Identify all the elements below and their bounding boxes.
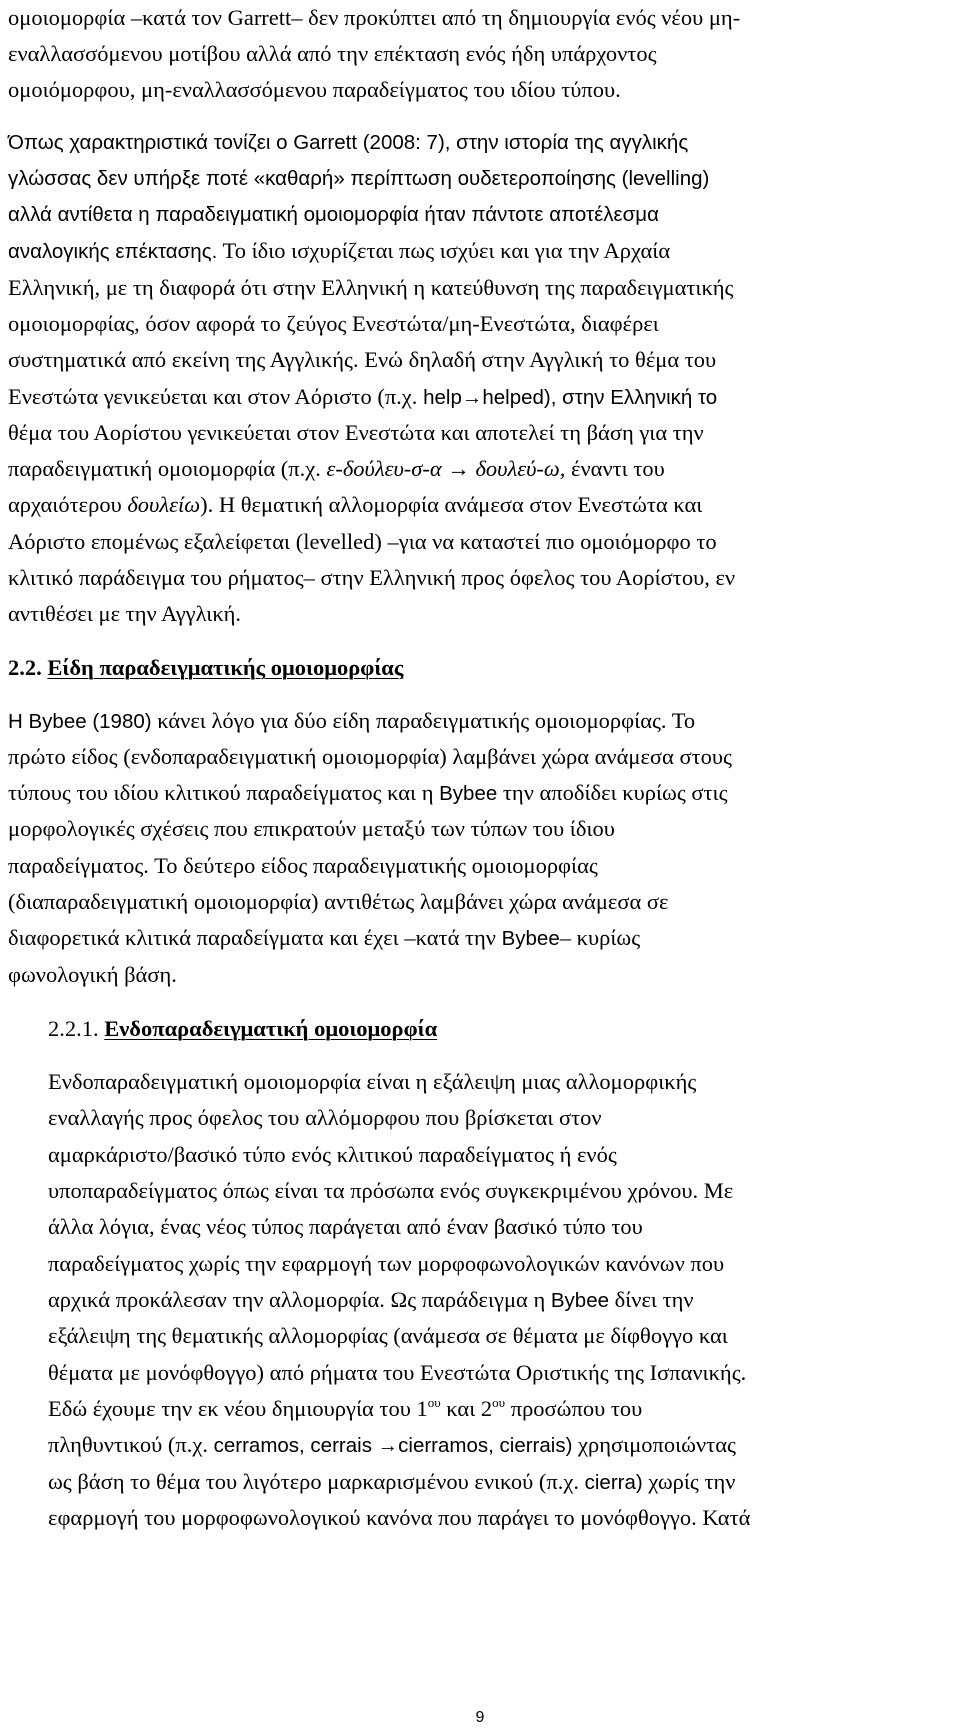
text-span: την αποδίδει κυρίως στις bbox=[497, 780, 728, 805]
superscript: ου bbox=[427, 1395, 441, 1410]
text-line: (διαπαραδειγματική ομοιομορφία) αντιθέτως λαμβάνει χώρα ανάμεσα σε bbox=[8, 889, 669, 914]
text-span: τύπους του ιδίου κλιτικού παραδείγματος και η bbox=[8, 780, 440, 805]
subsection-heading bbox=[48, 1011, 437, 1048]
text-line: Ενδοπαραδειγματική ομοιομορφία είναι η εξάλειψη μιας αλλομορφικής bbox=[48, 1069, 697, 1094]
text-line bbox=[8, 451, 665, 488]
text-span: συστηματικά από εκείνη της Αγγλικής. bbox=[8, 347, 359, 372]
section-number: 2.2. bbox=[8, 655, 42, 680]
text-span: πληθυντικού (π.χ. bbox=[48, 1432, 214, 1457]
section-title: Είδη παραδειγματικής ομοιομορφίας bbox=[47, 655, 404, 680]
text-span: προσώπου του bbox=[505, 1396, 643, 1421]
text-line: εξάλειψη της θεματικής αλλομορφίας (ανάμεσα σε θέματα με δίφθογγο και bbox=[48, 1323, 728, 1348]
text-span: αναλογικής επέκτασης. bbox=[8, 240, 218, 263]
text-line: φωνολογική βάση. bbox=[8, 962, 177, 987]
text-line: εφαρμογή του μορφοφωνολογικού κανόνα που παράγει το μονόφθογγο. Κατά bbox=[48, 1505, 751, 1530]
text-line: Ελληνική, με τη διαφορά ότι στην Ελληνική η κατεύθυνση της παραδειγματικής bbox=[8, 275, 734, 300]
text-span: – κυρίως bbox=[559, 925, 641, 950]
text-span: και 2 bbox=[440, 1396, 493, 1421]
text-line bbox=[8, 920, 640, 958]
text-span: παραδειγματική ομοιομορφία (π.χ. bbox=[8, 456, 327, 481]
text-line bbox=[48, 1391, 642, 1428]
text-span: Ενεστώτα γενικεύεται και στον Αόριστο (π.χ. bbox=[8, 384, 418, 409]
text-line: άλλα λόγια, ένας νέος τύπος παράγεται από έναν βασικό τύπο του bbox=[48, 1214, 643, 1239]
example-word: cierra) bbox=[584, 1471, 643, 1494]
text-line: κλιτικό παράδειγμα του ρήματος– στην Ελληνική προς όφελος του Αορίστου, εν bbox=[8, 565, 736, 590]
text-span: αρχαιότερου bbox=[8, 492, 128, 517]
text-line: παραδείγματος. Το δεύτερο είδος παραδειγματικής ομοιομορφίας bbox=[8, 853, 598, 878]
text-span: Bybee bbox=[439, 782, 498, 805]
text-line bbox=[48, 1282, 694, 1320]
text-span: Η Bybee (1980) bbox=[8, 710, 152, 733]
text-line: ομοιομορφία –κατά τον Garrett– δεν προκύπτει από τη δημιουργία ενός νέου μη- bbox=[8, 5, 741, 30]
text-span: Το ίδιο ισχυρίζεται πως ισχύει και για την Αρχαία bbox=[217, 238, 671, 263]
text-line: θέματα με μονόφθογγο) από ρήματα του Ενεστώτα Οριστικής της Ισπανικής. bbox=[48, 1360, 747, 1385]
text-line: μορφολογικές σχέσεις που επικρατούν μεταξύ των τύπων του ίδιου bbox=[8, 816, 615, 841]
text-line: ομοιομορφίας, όσον αφορά το ζεύγος Ενεστώτα/μη-Ενεστώτα, διαφέρει bbox=[8, 311, 659, 336]
text-line bbox=[48, 1464, 735, 1502]
text-span: δίνει την bbox=[609, 1287, 694, 1312]
text-span: αρχικά προκάλεσαν την αλλομορφία. Ως παράδειγμα η bbox=[48, 1287, 551, 1312]
example-word: ε-δούλευ-σ-α → δουλεύ-ω, bbox=[326, 456, 566, 481]
text-span: Εδώ έχουμε την εκ νέου δημιουργία του 1 bbox=[48, 1396, 428, 1421]
text-line bbox=[8, 775, 728, 813]
text-line: θέμα του Αορίστου γενικεύεται στον Ενεστώτα και αποτελεί τη βάση για την bbox=[8, 420, 704, 445]
subsection-title: Ενδοπαραδειγματική ομοιομορφία bbox=[104, 1016, 438, 1041]
section-heading bbox=[8, 650, 403, 687]
text-line: Όπως χαρακτηριστικά τονίζει ο Garrett (2008: 7), στην ιστορία της αγγλικής bbox=[8, 131, 689, 154]
superscript: ου bbox=[492, 1395, 506, 1410]
text-span: ). Η θεματική αλλομορφία ανάμεσα στον Ενεστώτα και bbox=[200, 492, 703, 517]
subsection-number: 2.2.1. bbox=[48, 1016, 99, 1041]
text-line: πρώτο είδος (ενδοπαραδειγματική ομοιομορφία) λαμβάνει χώρα ανάμεσα στους bbox=[8, 744, 732, 769]
text-line: εναλλαγής προς όφελος του αλλόμορφου που βρίσκεται στον bbox=[48, 1105, 602, 1130]
text-line bbox=[8, 703, 695, 741]
text-span: Bybee bbox=[550, 1289, 610, 1312]
example-word: δουλείω bbox=[127, 492, 201, 517]
text-span: έναντι του bbox=[565, 456, 665, 481]
text-span: χρησιμοποιώντας bbox=[572, 1432, 736, 1457]
example-word: cerramos, cerrais →cierramos, cierrais) bbox=[213, 1434, 573, 1457]
text-span: Bybee bbox=[501, 927, 560, 950]
text-line: εναλλασσόμενου μοτίβου αλλά από την επέκταση ενός ήδη υπάρχοντος bbox=[8, 41, 657, 66]
text-line bbox=[8, 379, 717, 417]
text-line: ομοιόμορφου, μη-εναλλασσόμενου παραδείγματος του ιδίου τύπου. bbox=[8, 77, 621, 102]
text-line: αλλά αντίθετα η παραδειγματική ομοιομορφία ήταν πάντοτε αποτέλεσμα bbox=[8, 203, 659, 226]
text-line: αμαρκάριστο/βασικό τύπο ενός κλιτικού παραδείγματος ή ενός bbox=[48, 1142, 617, 1167]
text-span: Ενώ δηλαδή στην Αγγλική το θέμα του bbox=[358, 347, 717, 372]
text-line: Αόριστο επομένως εξαλείφεται (levelled) –για να καταστεί πιο ομοιόμορφο το bbox=[8, 529, 717, 554]
text-line: αντιθέσει με την Αγγλική. bbox=[8, 601, 242, 626]
text-span: χωρίς την bbox=[642, 1469, 736, 1494]
text-line bbox=[8, 487, 702, 524]
text-span: ως βάση το θέμα του λιγότερο μαρκαρισμένου ενικού (π.χ. bbox=[48, 1469, 585, 1494]
text-line: γλώσσας δεν υπήρξε ποτέ «καθαρή» περίπτωση ουδετεροποίησης (levelling) bbox=[8, 167, 710, 190]
text-span: κάνει λόγο για δύο είδη παραδειγματικής ομοιομορφίας. Το bbox=[151, 708, 696, 733]
text-line bbox=[8, 233, 670, 271]
text-span: help→helped), στην Ελληνική το bbox=[417, 386, 718, 409]
text-line bbox=[48, 1427, 736, 1465]
page-number: 9 bbox=[475, 1709, 485, 1726]
text-line: παραδείγματος χωρίς την εφαρμογή των μορφοφωνολογικών κανόνων που bbox=[48, 1251, 725, 1276]
text-line: υποπαραδείγματος όπως είναι τα πρόσωπα ενός συγκεκριμένου χρόνου. Με bbox=[48, 1178, 734, 1203]
text-span: διαφορετικά κλιτικά παραδείγματα και έχει –κατά την bbox=[8, 925, 502, 950]
text-line bbox=[8, 342, 716, 379]
